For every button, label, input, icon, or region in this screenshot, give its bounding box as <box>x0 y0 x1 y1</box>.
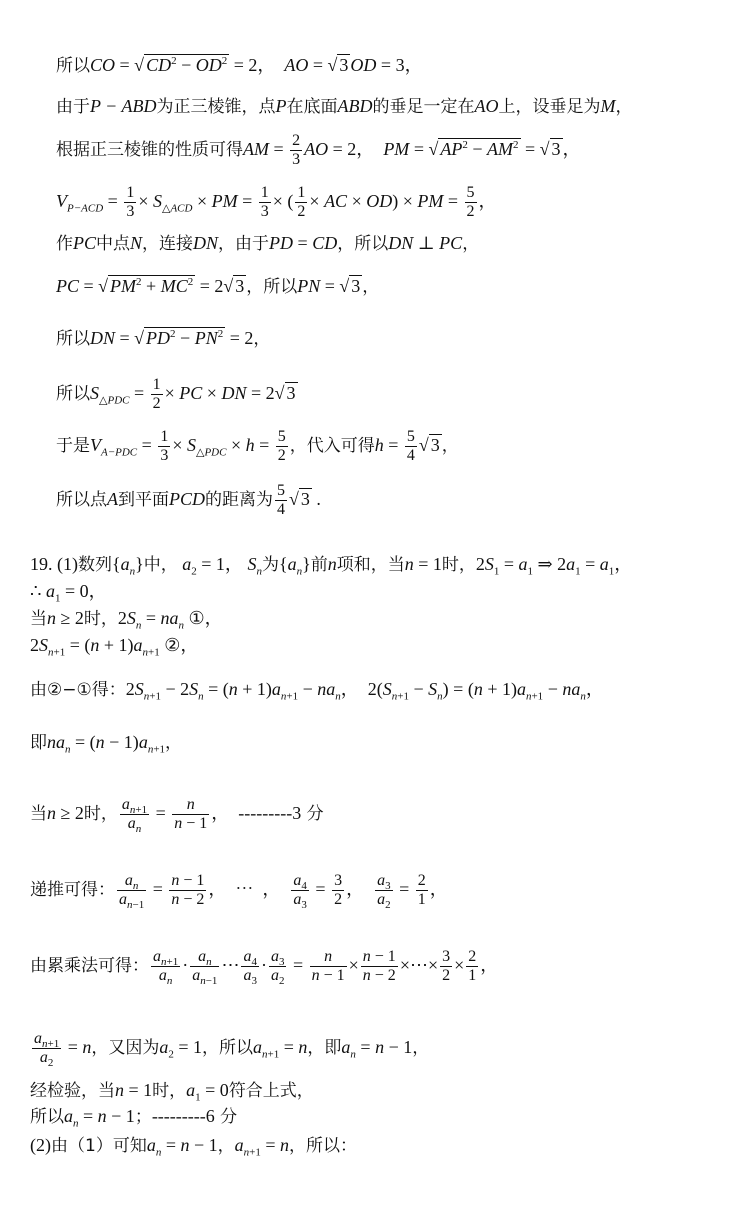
line-20: $\frac{a_{n+1}}{a_2}$ = n，又因为$a_2 = 1$，所以$a_{n+1} = n$，即$a_n = n - 1$， <box>34 1030 430 1070</box>
line-9: 于是$V_{A-PDC}$ = $\frac{1}{3}$ × $S_{\triangle PDC} \times h$ = $\frac{5}{2}$ ，代入可得h = $\frac{5}{4}$ √ 3 ， <box>56 428 459 465</box>
line-21: 经检验，当n = 1时，$a_1 = 0$符合上式， <box>30 1080 314 1104</box>
line-11: 19. (1)数列$\{a_n\}$中， $a_2 = 1$， $S_n$为$\{a_n\}$前n项和，当n = 1时，$2S_1 = a_1$ ⇒ $2a_1 = a_1$， <box>30 554 633 578</box>
line-7: 所以DN = √ $PD^2 - PN^2 = 2$， <box>56 328 271 349</box>
line-8: 所以$S_{\triangle PDC}$ = $\frac{1}{2}$ × PC × DN = 2√ 3 <box>56 376 296 413</box>
line-2: 由于P − ABD为正三棱锥，点P在底面ABD的垂足一定在AO上，设垂足为M， <box>56 96 633 117</box>
line-5: 作PC中点N，连接DN，由于PD = CD，所以DN ⊥ PC， <box>56 233 480 254</box>
line-22: 所以$a_n = n - 1$；---------6 分 <box>30 1106 238 1130</box>
line-16: 即$na_n = (n - 1)a_{n+1}$， <box>30 732 183 756</box>
line-3: 根据正三棱锥的性质可得AM = $\frac{2}{3}$ AO = 2， PM = √ $AP^2 - AM^2$ = √ 3 ， <box>56 132 581 169</box>
line-13: 当n ≥ 2时，$2S_n = na_n$ ①， <box>30 608 223 632</box>
line-6: PC = √ $PM^2 + MC^2 = 2√$ 3 ，所以PN = √ 3 ， <box>56 276 380 297</box>
line-1: 所以CO = √ $CD^2 - OD^2 = 2$， AO = √ 3 OD = 3， <box>56 55 423 76</box>
line-4: $V_{P-ACD}$ = $\frac{1}{3}$ × $S_{\triangle ACD}$ × PM = $\frac{1}{3}$ × ( $\frac{1}{2}$ × AC × OD) × PM = $\frac{5}{2}$ ， <box>56 184 497 221</box>
line-17: 当n ≥ 2时， $\frac{a_{n+1}}{a_n}$ = $\frac{n}{n - 1}$ ， ---------3 分 <box>30 796 324 836</box>
line-14: $2S_{n+1} = (n + 1)a_{n+1}$ ②， <box>30 635 199 659</box>
line-23: (2)由（1）可知$a_n = n - 1$，$a_{n+1} = n$，所以： <box>30 1135 358 1159</box>
line-10: 所以点A到平面PCD的距离为 $\frac{5}{4}$ √ 3 . <box>56 482 321 519</box>
line-19: 由累乘法可得： $\frac{a_{n+1}}{a_n}$ · $\frac{a_n}{a_{n-1}}$ ⋯ $\frac{a_4}{a_3}$ · $\frac{a_3}{a_2}$ = $\frac{n}{n - 1}$ × $\frac{n - 1}{n - 2}$ ×⋯× $\frac{3}{2}$ × $\frac{2}{1}$ ， <box>30 948 499 988</box>
line-15: 由②−①得：$2S_{n+1} - 2S_n = (n + 1)a_{n+1} - na_n$， $2(S_{n+1} - S_n) = (n + 1)a_{n+1} - na_n$， <box>30 679 604 703</box>
line-18: 递推可得： $\frac{a_n}{a_{n-1}}$ = $\frac{n - 1}{n - 2}$ ， ⋯ ， $\frac{a_4}{a_3}$ = $\frac{3}{2}$ ， $\frac{a_3}{a_2}$ = $\frac{2}{1}$ ， <box>30 872 448 912</box>
line-12: ∴ $a_1 = 0$， <box>30 581 107 605</box>
